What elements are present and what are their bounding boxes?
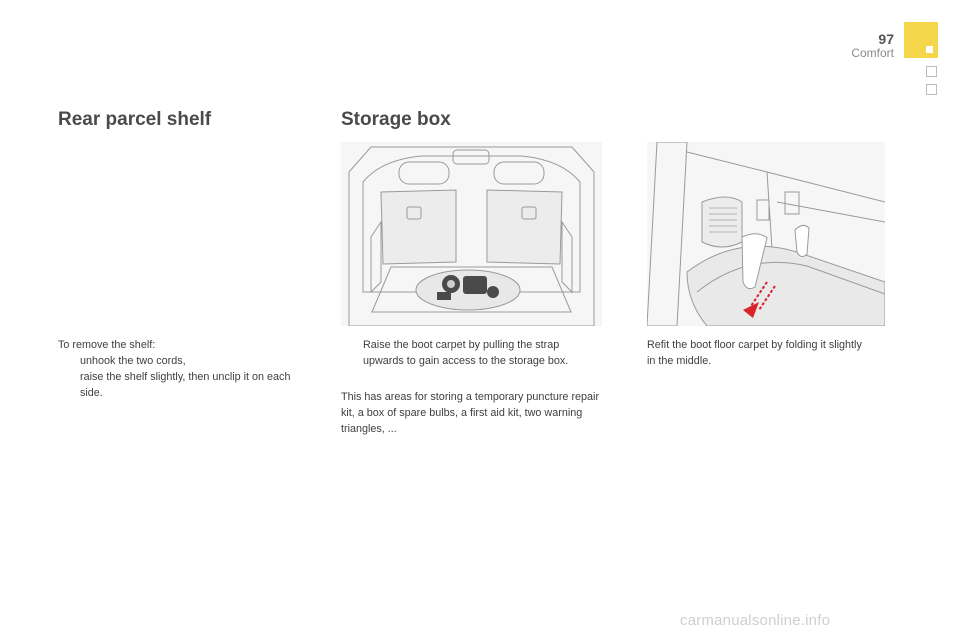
storage-box-heading: Storage box — [341, 109, 451, 130]
chapter-tab[interactable] — [904, 22, 938, 58]
boot-storage-illustration — [341, 142, 602, 326]
storage-step-1-text: Raise the boot carpet by pulling the strap upwards to gain access to the storage box. — [363, 339, 569, 367]
nav-square-2[interactable] — [926, 84, 937, 95]
carpet-refit-illustration — [647, 142, 885, 326]
rear-parcel-shelf-text — [58, 337, 308, 401]
watermark: carmanualsonline.info — [680, 612, 831, 629]
chapter-name: Comfort — [851, 46, 894, 60]
page-number: 97 — [878, 31, 894, 47]
shelf-bullet-1 — [58, 353, 308, 369]
tab-marker — [926, 46, 933, 53]
rear-parcel-shelf-heading: Rear parcel shelf — [58, 109, 212, 130]
shelf-bullet-2-text: raise the shelf slightly, then unclip it on each side. — [80, 371, 291, 399]
shelf-bullet-2 — [58, 369, 308, 401]
storage-step-2-bullet — [625, 337, 870, 369]
shelf-intro: To remove the shelf: — [58, 339, 156, 351]
nav-square-1[interactable] — [926, 66, 937, 77]
storage-step-1-bullet — [341, 337, 603, 369]
storage-step-2-text: Refit the boot floor carpet by folding it slightly in the middle. — [647, 339, 862, 367]
storage-box-step-2 — [625, 337, 870, 369]
storage-box-description: This has areas for storing a temporary puncture repair kit, a box of spare bulbs, a first aid kit, two warning triangles, ... — [341, 391, 600, 435]
storage-box-step-1 — [341, 337, 603, 369]
shelf-bullet-1-text: unhook the two cords, — [80, 355, 186, 367]
